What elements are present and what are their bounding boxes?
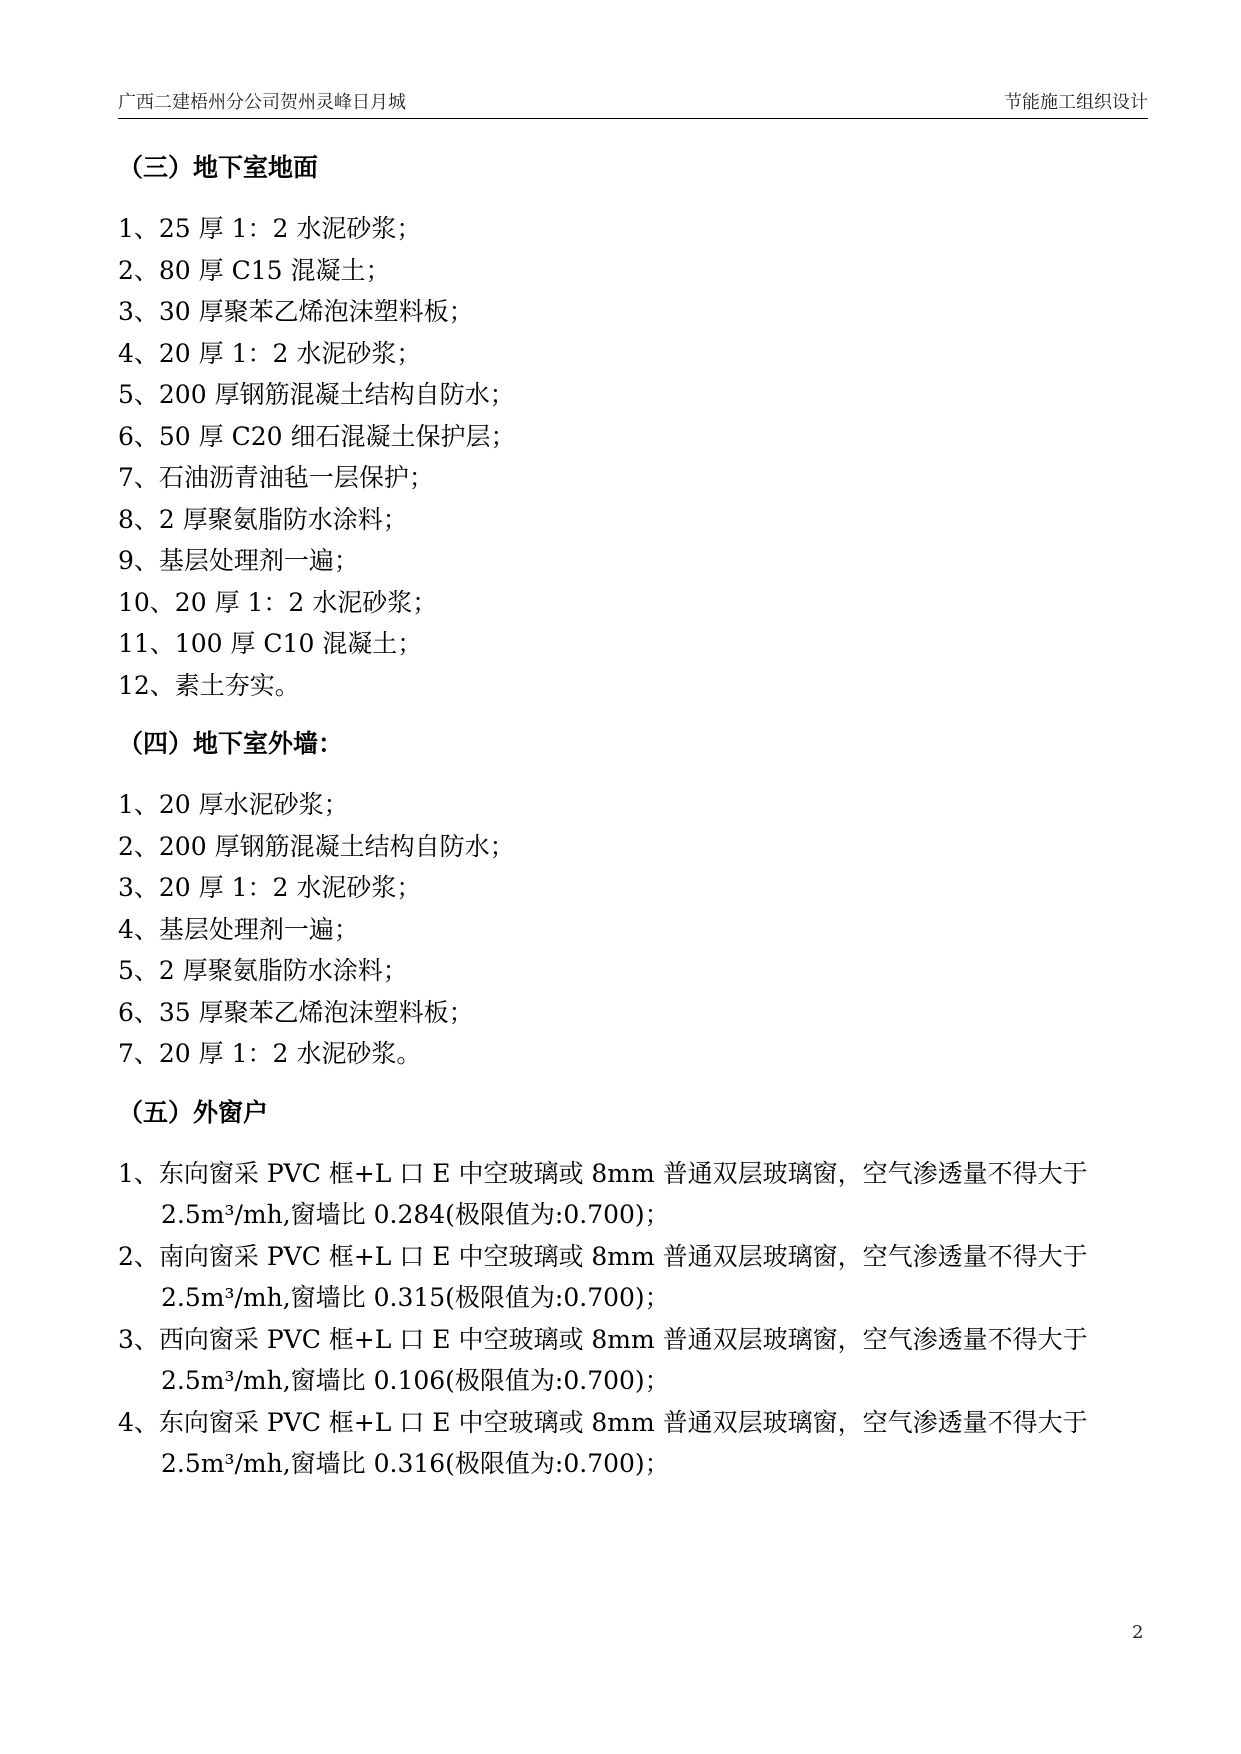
list-item: 2、80 厚 C15 混凝土； bbox=[118, 255, 391, 285]
header-company: 广西二建梧州分公司贺州灵峰日月城 bbox=[118, 92, 406, 113]
section-title: （四）地下室外墙： bbox=[118, 729, 344, 758]
page-header bbox=[118, 88, 1148, 119]
document-body bbox=[118, 148, 1148, 1503]
list-item: 4、东向窗采 PVC 框+L 口 E 中空玻璃或 8mm 普通双层玻璃窗，空气渗透量不得大于 2.5m³/mh,窗墙比 0.316(极限值为:0.700)； bbox=[118, 1407, 1088, 1478]
section-title: （五）外窗户 bbox=[118, 1097, 269, 1127]
list-item: 6、50 厚 C20 细石混凝土保护层； bbox=[118, 421, 516, 451]
section-basement-exterior-wall bbox=[118, 724, 1148, 1075]
list-item: 1、25 厚 1：2 水泥砂浆； bbox=[118, 214, 422, 243]
list-item: 5、2 厚聚氨脂防水涂料； bbox=[118, 956, 408, 985]
header-doc-title: 节能施工组织设计 bbox=[1004, 92, 1148, 113]
list-item: 7、20 厚 1：2 水泥砂浆。 bbox=[118, 1039, 422, 1068]
list-item: 6、35 厚聚苯乙烯泡沫塑料板； bbox=[118, 997, 474, 1027]
list-item: 3、20 厚 1：2 水泥砂浆； bbox=[118, 873, 422, 902]
list-item: 1、东向窗采 PVC 框+L 口 E 中空玻璃或 8mm 普通双层玻璃窗，空气渗透量不得大于 2.5m³/mh,窗墙比 0.284(极限值为:0.700)； bbox=[118, 1158, 1088, 1229]
list-item: 2、南向窗采 PVC 框+L 口 E 中空玻璃或 8mm 普通双层玻璃窗，空气渗透量不得大于 2.5m³/mh,窗墙比 0.315(极限值为:0.700)； bbox=[118, 1241, 1088, 1312]
list-item: 1、20 厚水泥砂浆； bbox=[118, 790, 349, 819]
list-item: 5、200 厚钢筋混凝土结构自防水； bbox=[118, 380, 515, 409]
list-item: 8、2 厚聚氨脂防水涂料； bbox=[118, 504, 408, 534]
section-exterior-windows bbox=[118, 1093, 1148, 1485]
list-item: 2、200 厚钢筋混凝土结构自防水； bbox=[118, 831, 515, 861]
list-item: 12、素土夯实。 bbox=[118, 670, 300, 700]
list-item: 10、20 厚 1：2 水泥砂浆； bbox=[118, 587, 438, 617]
section-basement-floor bbox=[118, 148, 1148, 706]
list-item: 9、基层处理剂一遍； bbox=[118, 546, 359, 575]
page-number: 2 bbox=[1132, 1622, 1144, 1643]
list-item: 4、基层处理剂一遍； bbox=[118, 914, 359, 944]
list-item: 11、100 厚 C10 混凝土； bbox=[118, 629, 423, 658]
list-item: 3、西向窗采 PVC 框+L 口 E 中空玻璃或 8mm 普通双层玻璃窗，空气渗透量不得大于 2.5m³/mh,窗墙比 0.106(极限值为:0.700)； bbox=[118, 1324, 1088, 1395]
list-item: 7、石油沥青油毡一层保护； bbox=[118, 463, 434, 492]
list-item: 4、20 厚 1：2 水泥砂浆； bbox=[118, 338, 422, 368]
list-item: 3、30 厚聚苯乙烯泡沫塑料板； bbox=[118, 297, 474, 326]
section-title: （三）地下室地面 bbox=[118, 153, 319, 182]
